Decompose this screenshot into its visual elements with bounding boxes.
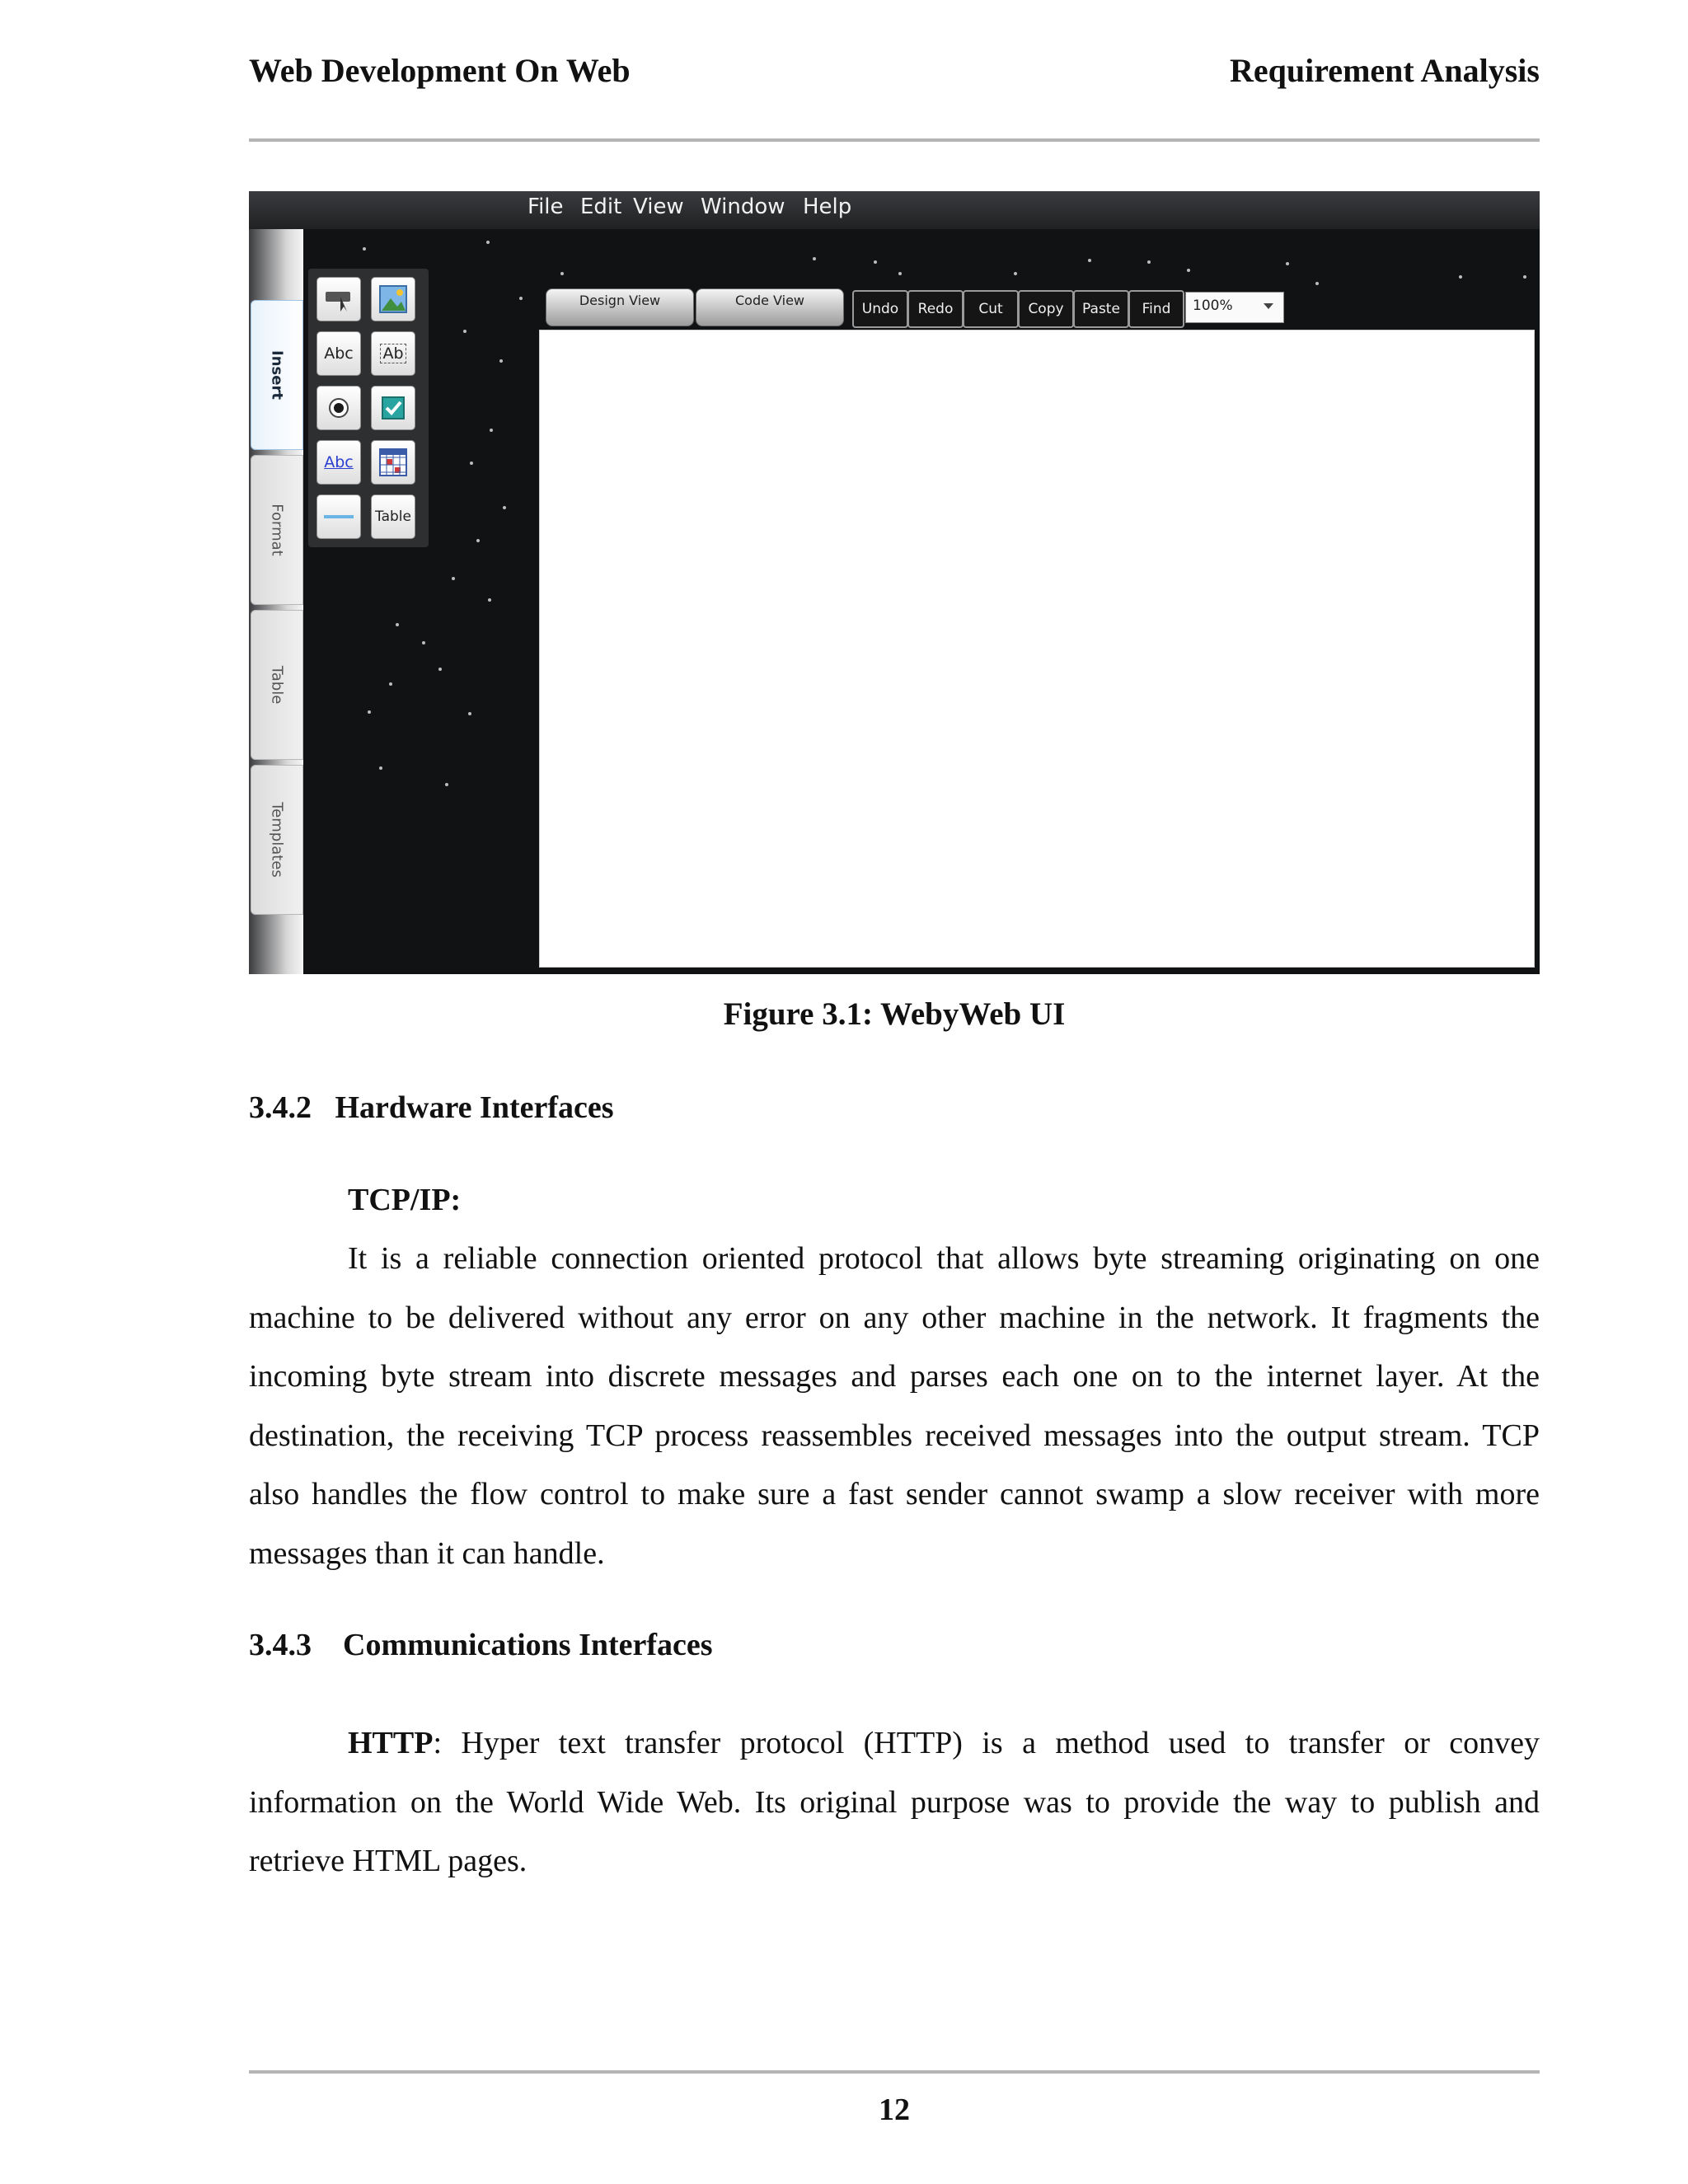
zoom-value: 100% <box>1193 298 1233 314</box>
code-view-label: Code View <box>734 293 804 308</box>
section-title: Hardware Interfaces <box>335 1090 614 1125</box>
tab-insert[interactable] <box>251 300 303 450</box>
tab-table[interactable] <box>251 610 303 760</box>
hyperlink-icon-text: Abc <box>324 453 354 471</box>
checkbox-icon[interactable] <box>371 386 415 430</box>
hyperlink-icon[interactable] <box>316 440 361 485</box>
radio-button-icon[interactable] <box>316 386 361 430</box>
subheading-tcpip: TCP/IP: <box>348 1183 462 1217</box>
cut-button[interactable]: Cut <box>963 290 1019 328</box>
tab-insert-label: Insert <box>268 350 286 400</box>
copy-button[interactable]: Copy <box>1018 290 1074 328</box>
paragraph-tcpip-text: It is a reliable connection oriented protocol that allows byte streaming originating on one machine to be delivered without any error on any other machine in the network. It fragments the incoming byte stream into discrete messages and parses each one on to the internet layer. At the destination, the receiving TCP process reassembles received messages into the output stream. TCP also handles the flow control to make sure a fast sender cannot swamp a slow receiver with more messages than it can handle. <box>249 1241 1540 1571</box>
horizontal-rule-icon[interactable] <box>316 494 361 539</box>
table-icon-text: Table <box>375 509 411 525</box>
section-number: 3.4.3 <box>249 1628 312 1662</box>
tab-format[interactable] <box>251 455 303 605</box>
term-http: HTTP <box>348 1726 434 1760</box>
tab-table-label: Table <box>268 665 286 705</box>
header-rule <box>249 138 1540 142</box>
menu-help[interactable]: Help <box>803 194 852 219</box>
pointer-icon[interactable] <box>316 277 361 321</box>
footer-rule <box>249 2070 1540 2074</box>
webyweb-screenshot <box>249 191 1540 974</box>
menu-view[interactable]: View <box>633 194 684 219</box>
paragraph-http <box>249 1714 1540 1891</box>
menu-edit[interactable]: Edit <box>580 194 622 219</box>
section-number: 3.4.2 <box>249 1090 312 1125</box>
paragraph-tcpip <box>249 1230 1540 1583</box>
design-view-button[interactable] <box>546 288 694 326</box>
chevron-down-icon <box>1264 303 1273 309</box>
label-icon[interactable] <box>316 331 361 376</box>
insert-tool-palette <box>308 269 429 547</box>
tab-templates-label: Templates <box>268 802 286 878</box>
tab-templates[interactable] <box>251 765 303 915</box>
menu-file[interactable]: File <box>528 194 564 219</box>
design-view-label: Design View <box>579 293 661 308</box>
code-view-button[interactable] <box>696 288 844 326</box>
design-canvas[interactable] <box>539 330 1535 968</box>
menu-bar <box>249 191 1540 229</box>
table-icon[interactable] <box>371 494 415 539</box>
running-header-right: Requirement Analysis <box>1230 52 1540 89</box>
undo-button[interactable]: Undo <box>852 290 908 328</box>
side-tab-strip <box>249 229 303 974</box>
grid-icon[interactable] <box>371 440 415 485</box>
label-icon-text: Abc <box>324 344 354 363</box>
section-title: Communications Interfaces <box>343 1628 713 1662</box>
section-heading-communications <box>249 1627 713 1663</box>
image-icon[interactable] <box>371 277 415 321</box>
page-number: 12 <box>879 2093 910 2127</box>
tab-format-label: Format <box>268 504 286 556</box>
menu-window[interactable]: Window <box>701 194 785 219</box>
figure-caption: Figure 3.1: WebyWeb UI <box>723 996 1066 1032</box>
textbox-icon[interactable] <box>371 331 415 376</box>
zoom-select[interactable] <box>1185 292 1284 323</box>
paste-button[interactable]: Paste <box>1073 290 1129 328</box>
section-heading-hardware <box>249 1090 614 1126</box>
textbox-icon-text: Ab <box>380 344 406 363</box>
running-header-left: Web Development On Web <box>249 52 631 89</box>
paragraph-http-text: : Hyper text transfer protocol (HTTP) is a method used to transfer or convey information on the World Wide Web. Its original purpose was to provide the way to publish and retrieve HTML pages. <box>249 1726 1540 1878</box>
find-button[interactable]: Find <box>1128 290 1184 328</box>
redo-button[interactable]: Redo <box>907 290 964 328</box>
